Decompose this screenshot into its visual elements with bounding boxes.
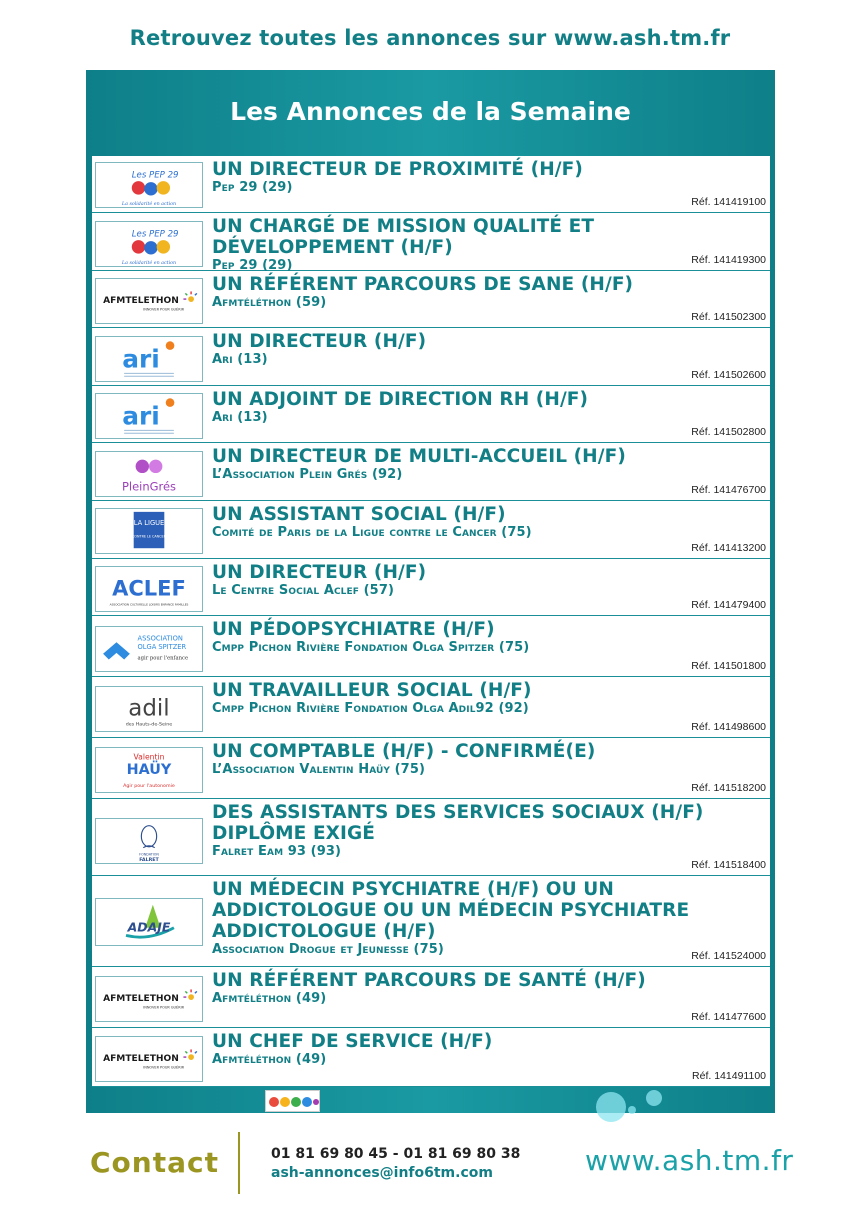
job-ad-row[interactable] [92,271,770,328]
aclef-logo-icon [95,566,203,612]
job-ad-row[interactable] [92,501,770,559]
job-title[interactable] [212,331,762,368]
employer-name: Afmtéléthon (59) [212,295,327,310]
job-title[interactable] [212,562,762,599]
employer-name: Pep 29 (29) [212,258,293,273]
job-title[interactable] [212,619,762,656]
job-title[interactable] [212,504,762,541]
adil-logo-icon [95,686,203,732]
top-banner[interactable]: Retrouvez toutes les annonces sur www.ash.tm.fr [129,26,731,50]
job-ad-row[interactable] [92,213,770,271]
footer-website-link[interactable]: www.ash.tm.fr [585,1144,794,1177]
job-title[interactable] [212,970,762,1007]
logo-text2: HAÜY [126,761,172,778]
logo-tagline: La solidarité en action [121,261,177,266]
ari-logo-icon [95,393,203,439]
logo-tagline: INNOVER POUR GUÉRIR [143,1005,184,1010]
job-title-text[interactable]: UN COMPTABLE (H/F) - CONFIRMÉ(E) [212,741,596,762]
logo-tagline: ASSOCIATION CULTURELLE LOISIRS ENFANCE FAMILLES [109,602,189,607]
job-ad-row[interactable] [92,677,770,738]
adaje-logo-icon [95,898,203,946]
job-title[interactable] [212,1031,762,1068]
employer-name: L’Association Plein Grés (92) [212,467,403,482]
logo-text2: FALRET [139,858,159,863]
job-title[interactable] [212,159,762,196]
job-reference: Réf. 141479400 [691,599,766,611]
employer-name: Ari (13) [212,352,268,367]
logo-tagline: INNOVER POUR GUÉRIR [143,307,184,312]
employer-name: L’Association Valentin Haüy (75) [212,762,426,777]
job-title-text[interactable]: DES ASSISTANTS DES SERVICES SOCIAUX (H/F) DIPLÔME EXIGÉ [212,802,704,844]
employer-name: Association Drogue et Jeunesse (75) [212,942,444,957]
logo-text: AFMTELETHON [103,295,179,306]
employer-name: Pep 29 (29) [212,180,293,195]
logo-text: Valentin [133,752,165,762]
job-title-text[interactable]: UN RÉFÉRENT PARCOURS DE SANTÉ (H/F) [212,970,646,991]
employer-name: Afmtéléthon (49) [212,991,327,1006]
job-title-text[interactable]: UN ADJOINT DE DIRECTION RH (H/F) [212,389,589,410]
afm-logo-icon [95,1036,203,1082]
logo-text: ari [122,401,160,431]
falret-logo-icon [95,818,203,864]
job-title-text[interactable]: UN PÉDOPSYCHIATRE (H/F) [212,619,495,640]
logo-text: Les PEP 29 [131,170,179,181]
board-title: Les Annonces de la Semaine [230,97,631,126]
ligue-logo-icon [95,508,203,554]
job-ad-row[interactable] [92,876,770,967]
employer-name: Afmtéléthon (49) [212,1052,327,1067]
footer-email-link[interactable]: ash-annonces@info6tm.com [271,1165,493,1181]
employer-name: Cmpp Pichon Rivière Fondation Olga Adil92 (92) [212,701,529,716]
pep-logo-icon [95,162,203,208]
job-reference: Réf. 141498600 [691,721,766,733]
decorative-bubble-icon [596,1092,626,1122]
pep-logo-icon [95,221,203,267]
job-reference: Réf. 141419100 [691,196,766,208]
job-title[interactable] [212,741,762,778]
employer-name: Le Centre Social Aclef (57) [212,583,395,598]
job-title-text[interactable]: UN DIRECTEUR (H/F) [212,562,427,583]
logo-text: ari [122,344,160,374]
job-reference: Réf. 141502800 [691,426,766,438]
employer-name: Cmpp Pichon Rivière Fondation Olga Spitzer (75) [212,640,530,655]
job-ad-row[interactable] [92,386,770,443]
job-title-text[interactable]: UN CHARGÉ DE MISSION QUALITÉ ET DÉVELOPPEMENT (H/F) [212,216,595,258]
logo-tagline: Agir pour l'autonomie [123,784,175,790]
logo-text: adil [128,695,170,722]
job-reference: Réf. 141491100 [692,1070,766,1082]
job-reference: Réf. 141476700 [691,484,766,496]
job-ad-row[interactable] [92,328,770,386]
logo-text: Les PEP 29 [131,229,179,240]
employer-name: Comité de Paris de la Ligue contre le Cancer (75) [212,525,532,540]
employer-name: Ari (13) [212,410,268,425]
logo-text2: OLGA SPITZER [137,643,187,651]
job-title[interactable] [212,680,762,717]
job-ad-row[interactable] [92,967,770,1028]
job-title[interactable] [212,216,762,274]
job-ad-row[interactable] [92,1028,770,1087]
job-ad-row[interactable] [92,799,770,876]
hauy-logo-icon [95,747,203,793]
job-title[interactable] [212,389,762,426]
logo-text: FONDATION [139,852,159,857]
job-ad-row[interactable] [92,443,770,501]
job-title-text[interactable]: UN ASSISTANT SOCIAL (H/F) [212,504,506,525]
job-reference: Réf. 141419300 [691,254,766,266]
job-ad-row[interactable] [92,616,770,677]
job-reference: Réf. 141501800 [691,660,766,672]
olga-logo-icon [95,626,203,672]
logo-text: AFMTELETHON [103,993,179,1004]
afm-logo-icon [95,976,203,1022]
footer-contact-label: Contact [90,1146,219,1179]
ads-list [92,156,770,1087]
footer-separator [238,1132,240,1194]
job-reference: Réf. 141518200 [691,782,766,794]
job-reference: Réf. 141477600 [691,1011,766,1023]
job-ad-row[interactable] [92,156,770,213]
job-title-text[interactable]: UN DIRECTEUR (H/F) [212,331,427,352]
job-ad-row[interactable] [92,559,770,616]
logo-text: ACLEF [112,575,186,601]
job-title-text[interactable]: UN MÉDECIN PSYCHIATRE (H/F) OU UN ADDICTOLOGUE OU UN MÉDECIN PSYCHIATRE ADDICTOLOGUE (H/F) [212,879,690,942]
job-title-text[interactable]: UN DIRECTEUR DE MULTI-ACCUEIL (H/F) [212,446,626,467]
ari-logo-icon [95,336,203,382]
logo-tagline: INNOVER POUR GUÉRIR [143,1065,184,1070]
logo-text: ADAJE [127,919,171,935]
logo-tagline: agir pour l'enfance [137,655,189,662]
job-reference: Réf. 141502300 [691,311,766,323]
logo-text: PleinGrés [122,479,176,494]
decorative-bubble-icon [646,1090,662,1106]
job-title-text[interactable]: UN CHEF DE SERVICE (H/F) [212,1031,493,1052]
logo-text: LA LIGUE [133,519,165,528]
job-reference: Réf. 141518400 [691,859,766,871]
footer-phone[interactable]: 01 81 69 80 45 - 01 81 69 80 38 [271,1146,521,1162]
logo-text: ASSOCIATION [137,634,183,643]
logo-tagline: CONTRE LE CANCER [132,534,166,539]
job-title-text[interactable]: UN TRAVAILLEUR SOCIAL (H/F) [212,680,532,701]
logo-tagline: des Hauts-de-Seine [125,722,173,728]
job-title[interactable] [212,802,762,860]
logo-tagline: La solidarité en action [121,202,177,207]
job-title[interactable] [212,274,762,311]
job-reference: Réf. 141524000 [691,950,766,962]
pleingres-logo-icon [95,451,203,497]
afm-logo-icon [95,278,203,324]
logo-text: AFMTELETHON [103,1053,179,1064]
job-title-text[interactable]: UN RÉFÉRENT PARCOURS DE SANE (H/F) [212,274,634,295]
job-reference: Réf. 141502600 [691,369,766,381]
decorative-bubble-icon [628,1106,636,1114]
job-title[interactable] [212,879,762,958]
job-title-text[interactable]: UN DIRECTEUR DE PROXIMITÉ (H/F) [212,159,583,180]
job-ad-row[interactable] [92,738,770,799]
job-reference: Réf. 141413200 [691,542,766,554]
small-colorful-logo-icon [265,1090,320,1112]
employer-name: Falret Eam 93 (93) [212,844,342,859]
job-title[interactable] [212,446,762,483]
